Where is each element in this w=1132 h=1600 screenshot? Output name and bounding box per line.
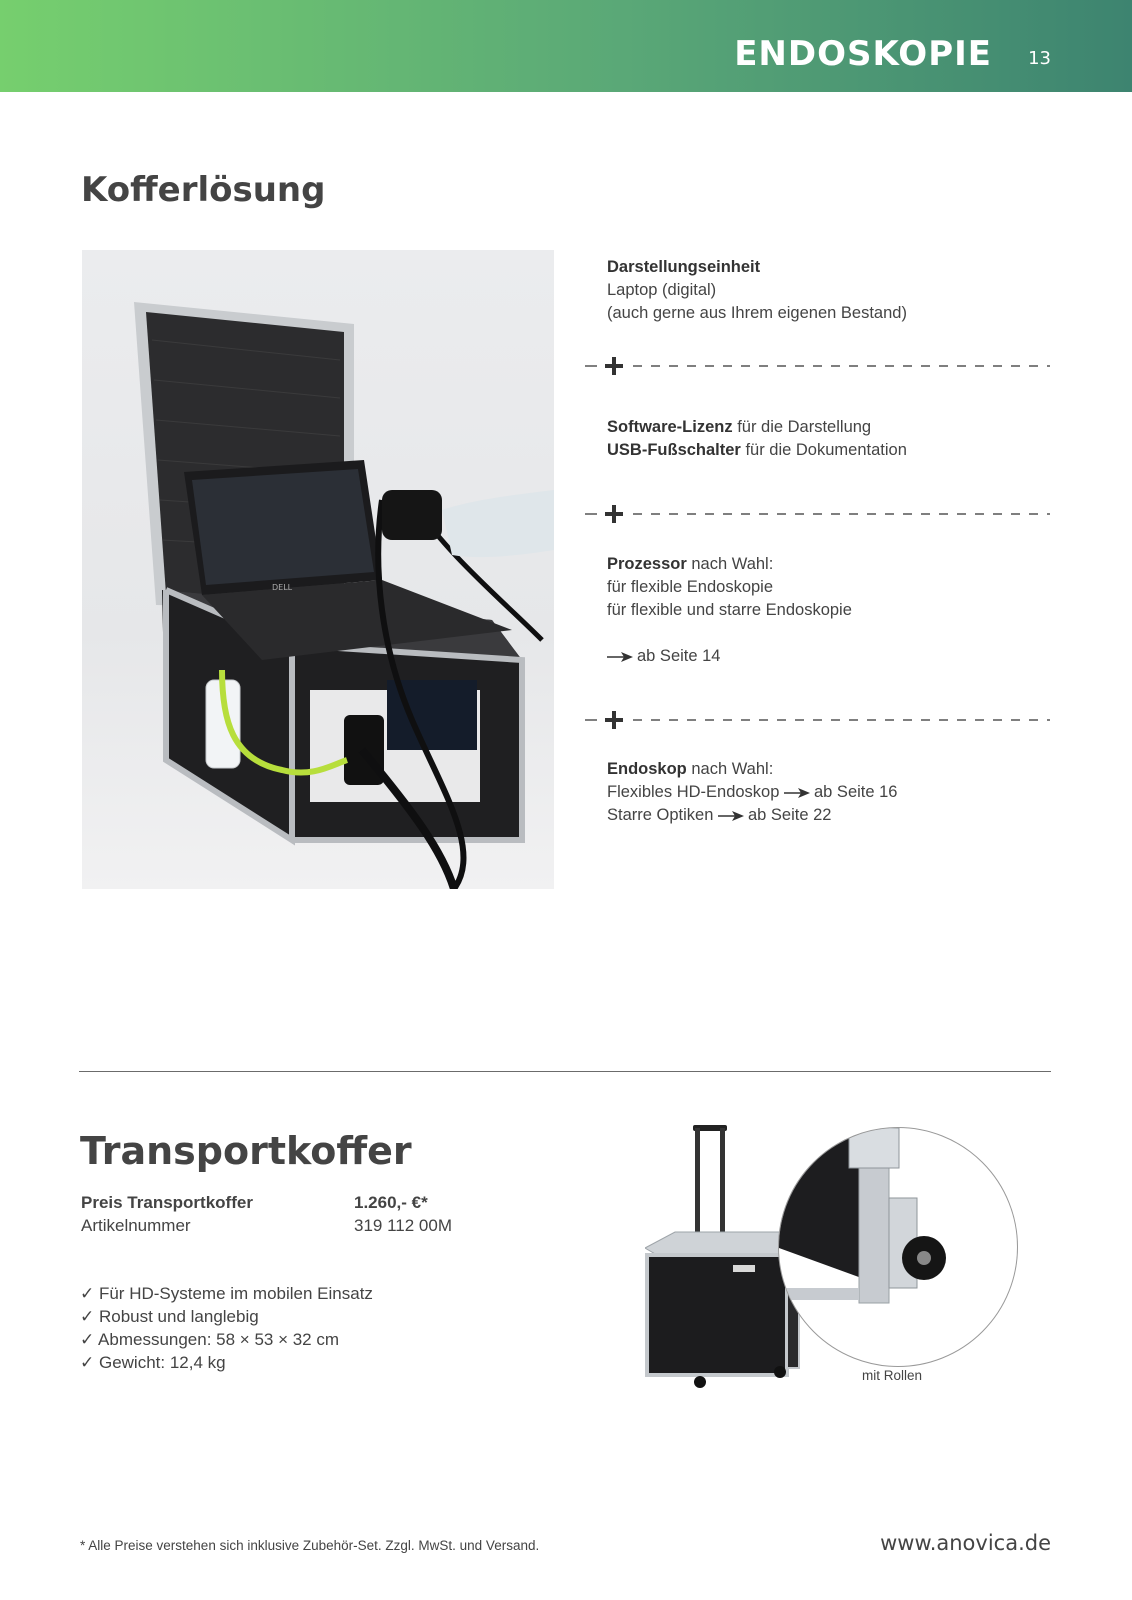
spec-display-line-2: (auch gerne aus Ihrem eigenen Bestand) [607,304,907,322]
page-number: 13 [1028,48,1051,69]
spec-endoscope-rigid[interactable] [607,804,897,827]
price-label: Preis Transportkoffer [81,1193,253,1212]
spec-endoscope-flexible[interactable] [607,781,897,804]
spec-display-line-1: Laptop (digital) [607,281,717,299]
feature-item: ✓ Für HD-Systeme im mobilen Einsatz [80,1284,373,1303]
spec-processor-text: nach Wahl: [686,555,774,573]
spec-endoscope-flexible-text: Flexibles HD-Endoskop [607,783,780,801]
laptop-logo: DELL [272,583,293,592]
wheel-detail-illustration [779,1128,1017,1366]
section-title-kofferloesung: Kofferlösung [81,170,326,210]
spec-processor-page-ref[interactable] [607,645,852,668]
website-link[interactable]: www.anovica.de [880,1531,1051,1555]
spec-display-unit [607,256,907,325]
spec-footswitch-text: für die Dokumentation [740,441,907,459]
trolley-wheel [774,1366,786,1378]
spec-processor-line-2: für flexible und starre Endoskopie [607,601,852,619]
spec-endoscope-text: nach Wahl: [686,760,774,778]
article-value: 319 112 00M [354,1216,452,1235]
plus-separator [585,498,1050,528]
spec-endoscope-rigid-text: Starre Optiken [607,806,714,824]
feature-item: ✓ Robust und langlebig [80,1307,259,1326]
arrow-right-icon [607,651,635,663]
plus-separator [585,704,1050,734]
trolley-label [733,1265,755,1272]
spec-software [607,416,907,462]
spec-software-text: für die Darstellung [732,418,872,436]
endoscope-handle [382,490,442,540]
plus-separator [585,350,1050,380]
spec-endoscope-heading: Endoskop [607,760,687,778]
feature-item: ✓ Gewicht: 12,4 kg [80,1353,226,1372]
spec-processor-heading: Prozessor [607,555,687,573]
spec-footswitch-heading: USB-Fußschalter [607,441,741,459]
price-value: 1.260,- €* [354,1193,428,1212]
plus-separator-graphic [585,498,1050,528]
trolley-case-body [647,1255,787,1375]
section-title-transportkoffer: Transportkoffer [80,1129,412,1173]
gloved-hand [442,490,554,557]
trolley-wheel [694,1376,706,1388]
product-photo-case-with-laptop [82,250,554,889]
feature-item: ✓ Abmessungen: 58 × 53 × 32 cm [80,1330,340,1349]
arrow-right-icon [784,787,812,799]
spec-display-heading: Darstellungseinheit [607,258,761,276]
spec-processor-line-1: für flexible Endoskopie [607,578,774,596]
header-title: ENDOSKOPIE [734,34,992,74]
wheel-caption: mit Rollen [862,1368,923,1383]
page-ref-text: ab Seite 16 [814,783,898,801]
page-ref-text: ab Seite 22 [747,806,832,824]
spec-software-heading: Software-Lizenz [607,418,733,436]
detail-corner-bracket [849,1128,899,1168]
arrow-right-icon [718,810,746,822]
plus-separator-graphic [585,350,1050,380]
case-illustration [82,250,554,889]
trolley-lid-edge [645,1232,795,1255]
feature-list [80,1282,373,1374]
spec-processor [607,553,852,668]
section-divider [79,1071,1051,1072]
wheel-detail-photo [778,1127,1018,1367]
article-label: Artikelnummer [81,1216,191,1235]
price-footnote: * Alle Preise verstehen sich inklusive Zubehör-Set. Zzgl. MwSt. und Versand. [80,1538,540,1553]
plus-separator-graphic [585,704,1050,734]
page-ref-text: ab Seite 14 [637,647,721,665]
spec-endoscope [607,758,897,827]
